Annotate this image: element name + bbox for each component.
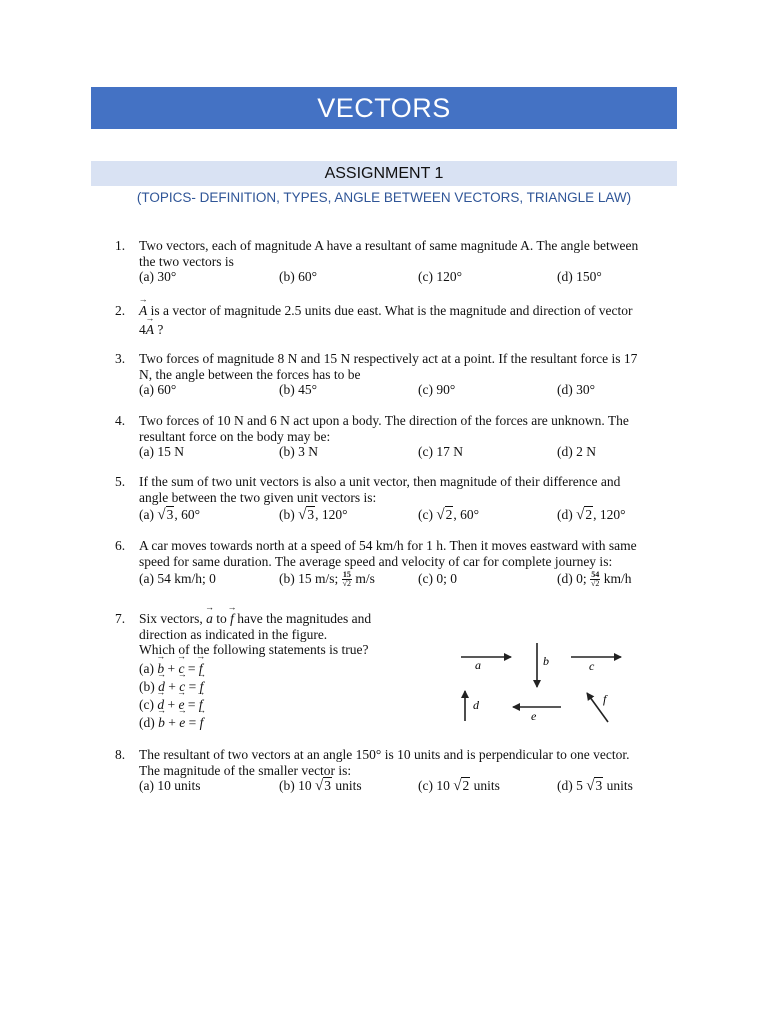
page-title: VECTORS [91,87,677,129]
option-d [557,778,633,795]
equals-sign: = [185,678,200,694]
option-label: (a) [139,660,158,676]
option-text: (d) 0; [557,571,590,586]
question-5 [115,474,671,525]
question-text [139,611,409,732]
vector-b-arrow [537,643,549,687]
vector-symbol: → d [158,678,165,696]
radicand: 2 [585,507,593,522]
option-text: (c) 10 [418,778,454,793]
vector-f-label: f [603,692,607,706]
question-text: the two vectors is [139,253,234,269]
fraction [590,571,600,588]
question-number: 6. [115,538,126,553]
equals-sign: = [184,660,199,676]
option-label: (a) [139,507,158,522]
question-text [139,322,671,338]
coefficient: 4 [139,321,146,337]
option-label: (d) [139,714,159,730]
option-c: (c) 17 N [418,444,463,459]
question-number: 7. [115,611,126,626]
vector-symbol: → f [199,696,203,714]
question-line: direction as indicated in the figure. [139,626,328,642]
denominator: √2 [342,579,352,589]
question-8 [115,747,671,796]
option-a: (a) 15 N [139,444,184,459]
question-text: angle between the two given unit vectors is: [139,489,377,505]
vector-e-label: e [531,709,537,723]
question-text-part: ? [154,321,164,337]
options-row [139,444,671,460]
options-row [139,382,671,398]
option-value: , 120° [593,507,626,522]
equals-sign: = [185,714,200,730]
vector-symbol: → b [157,660,164,678]
vector-symbol: → f [200,714,204,732]
question-text: A car moves towards north at a speed of 54 km/h for 1 h. Then it moves eastward with same [139,538,637,553]
question-text: Two vectors, each of magnitude A have a resultant of same magnitude A. The angle between [139,238,639,253]
option-unit: units [603,778,633,793]
question-number: 1. [115,238,126,253]
vectors-diagram [405,603,675,739]
plus-sign: + [164,696,179,712]
option-label: (c) [139,696,158,712]
vector-d-arrow [465,691,480,721]
vectors-figure [405,603,675,739]
option-c: (c) 90° [418,382,456,397]
options-row [139,269,671,285]
assignment-heading: ASSIGNMENT 1 [91,161,677,186]
equals-sign: = [184,696,199,712]
question-line [139,611,409,627]
radical-sign: √ [436,507,445,523]
radicand: 3 [595,778,603,793]
fraction [342,571,352,588]
vector-b-label: b [543,654,549,668]
option-value: , 60° [453,507,479,522]
square-root [586,778,603,793]
option-value: , 60° [174,507,200,522]
square-root [298,507,315,522]
option-value: , 120° [315,507,348,522]
options-list [139,660,409,732]
radicand: 3 [307,507,315,522]
option-label: (d) [557,507,577,522]
option-b [279,507,348,524]
question-2 [115,303,671,337]
option-text: (d) 5 [557,778,587,793]
vector-a-label: a [475,658,481,672]
plus-sign: + [164,660,179,676]
question-text: Two forces of 10 N and 6 N act upon a body. The direction of the forces are unknown. The [139,413,629,428]
option-unit: m/s [352,571,375,586]
question-text: If the sum of two unit vectors is also a unit vector, then magnitude of their difference and [139,474,621,489]
option-d [139,714,409,732]
plus-sign: + [164,714,180,730]
question-1 [115,238,671,285]
vector-c-label: c [589,659,595,673]
options-row [139,778,671,796]
option-unit: units [470,778,500,793]
option-label: (b) [279,507,299,522]
question-text [139,303,671,319]
vector-symbol: → A [146,322,154,338]
options-row [139,571,671,591]
plus-sign: + [164,678,180,694]
option-a: (a) 30° [139,269,177,284]
vector-d-label: d [473,698,479,712]
option-b: (b) 45° [279,382,318,397]
option-b: (b) 3 N [279,444,318,459]
radical-sign: √ [576,507,585,523]
square-root [576,507,593,522]
question-number: 5. [115,474,126,489]
option-c [418,507,479,524]
vector-symbol: → a [206,611,213,627]
question-number: 2. [115,303,126,318]
question-text: resultant force on the body may be: [139,428,331,444]
option-a: (a) 10 units [139,778,201,793]
text-part: Six vectors, [139,611,207,626]
topics-subtitle: (TOPICS- DEFINITION, TYPES, ANGLE BETWEEN VECTORS, TRIANGLE LAW) [136,190,632,205]
vector-symbol: → f [199,660,203,678]
question-3 [115,351,671,398]
option-text: (b) 15 m/s; [279,571,342,586]
radical-sign: √ [315,778,324,794]
vector-symbol: → A [139,303,147,319]
option-d: (d) 150° [557,269,602,284]
option-c: (c) 0; 0 [418,571,457,586]
radical-sign: √ [586,778,595,794]
option-text: (b) 10 [279,778,315,793]
option-c [418,778,500,795]
vector-symbol: → f [200,678,204,696]
square-root [436,507,453,522]
square-root [315,778,332,793]
question-text: N, the angle between the forces has to be [139,366,361,382]
vector-f-arrow [587,692,608,722]
question-text: The magnitude of the smaller vector is: [139,762,352,778]
vector-c-arrow [571,657,621,673]
vector-symbol: → f [230,611,234,627]
denominator: √2 [591,579,600,589]
question-4 [115,413,671,460]
option-b: (b) 60° [279,269,318,284]
option-b [279,571,375,588]
square-root [453,778,470,793]
option-unit: units [331,778,362,793]
text-part: have the magnitudes and [233,611,372,626]
option-unit: km/h [600,571,632,586]
vector-symbol: → b [158,714,165,732]
numerator: 54 [591,570,600,580]
option-d: (d) 30° [557,382,596,397]
option-a: (a) 54 km/h; 0 [139,571,216,586]
vector-symbol: → e [178,696,184,714]
options-row [139,507,671,525]
vector-a-arrow [461,657,511,672]
vector-symbol: → e [179,714,185,732]
question-text: The resultant of two vectors at an angle 150° is 10 units and is perpendicular to one vector. [139,747,630,762]
question-text: Two forces of magnitude 8 N and 15 N respectively act at a point. If the resultant force is 17 [139,351,638,366]
option-d: (d) 2 N [557,444,596,459]
question-text: speed for same duration. The average speed and velocity of car for complete journey is: [139,553,613,569]
square-root [157,507,174,522]
radicand: 3 [324,778,331,793]
vector-symbol: → c [179,678,185,696]
numerator: 15 [342,570,351,580]
option-d [557,571,632,588]
text-part: to [212,611,231,626]
question-text-part: is a vector of magnitude 2.5 units due east. What is the magnitude and direction of vector [147,303,633,318]
question-number: 4. [115,413,126,428]
option-d [557,507,626,524]
option-a: (a) 60° [139,382,177,397]
question-line: Which of the following statements is true? [139,642,369,657]
radical-sign: √ [157,507,166,523]
vector-e-arrow [513,707,561,723]
radical-sign: √ [298,507,307,523]
option-label: (c) [418,507,437,522]
vector-symbol: → c [178,660,184,678]
radicand: 2 [445,507,453,522]
radicand: 3 [166,507,174,522]
vector-symbol: → d [157,696,164,714]
option-b [279,778,362,795]
option-c: (c) 120° [418,269,463,284]
radical-sign: √ [453,778,462,794]
question-6 [115,538,671,591]
option-a [139,507,200,524]
option-label: (b) [139,678,159,694]
question-number: 3. [115,351,126,366]
question-number: 8. [115,747,126,762]
radicand: 2 [462,778,470,793]
